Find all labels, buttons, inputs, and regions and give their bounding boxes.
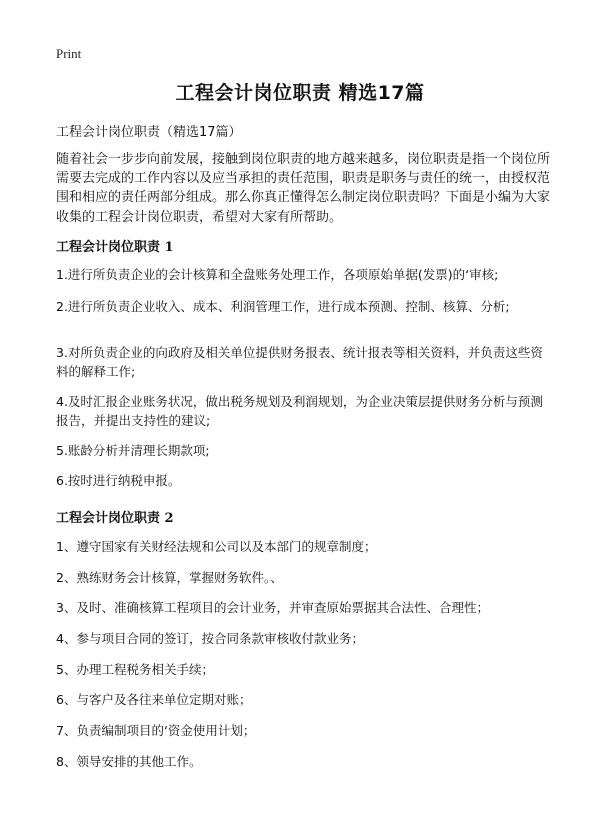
- list-item: 1、遵守国家有关财经法规和公司以及本部门的规章制度；: [56, 539, 377, 554]
- section-heading-2: 工程会计岗位职责 2: [56, 511, 174, 526]
- document-title: 工程会计岗位职责 精选17篇: [175, 82, 425, 104]
- list-item: 5.账龄分析并清理长期款项;: [56, 443, 210, 458]
- list-item: 6、与客户及各往来单位定期对账；: [56, 692, 252, 707]
- list-item: 5、办理工程税务相关手续；: [56, 662, 214, 677]
- document-subtitle: 工程会计岗位职责（精选17篇）: [56, 125, 242, 140]
- intro-paragraph: 随着社会一步步向前发展，接触到岗位职责的地方越来越多，岗位职责是指一个岗位所需要去完成的工作内容以及应当承担的责任范围，职责是职务与责任的统一，由授权范围和相应的责任两部分组成。那么你真正懂得怎么制定岗位职责吗？下面是小编为大家收集的工程会计岗位职责，希望对大家有所帮助。: [56, 152, 551, 225]
- list-item: 4、参与项目合同的签订，按合同条款审核收付款业务；: [56, 631, 364, 646]
- list-item: 1.进行所负责企业的会计核算和全盘账务处理工作，各项原始单据(发票)的‘审核;: [56, 267, 499, 282]
- list-item: 6.按时进行纳税申报。: [56, 473, 181, 488]
- list-item: 4.及时汇报企业账务状况，做出税务规划及利润规划，为企业决策层提供财务分析与预测报告，并提出支持性的建议;: [56, 394, 543, 428]
- list-item: 7、负责编制项目的‘资金使用计划；: [56, 723, 256, 738]
- list-item: 3、及时、准确核算工程项目的会计业务，并审查原始票据其合法性、合理性；: [56, 600, 489, 615]
- list-item: 2.进行所负责企业收入、成本、利润管理工作，进行成本预测、控制、核算、分析;: [56, 299, 510, 314]
- print-link[interactable]: Print: [56, 46, 82, 61]
- list-item: 2、熟练财务会计核算，掌握财务软件。、: [56, 570, 283, 585]
- section-heading-1: 工程会计岗位职责 1: [56, 240, 174, 255]
- list-item: 3.对所负责企业的向政府及相关单位提供财务报表、统计报表等相关资料，并负责这些资料的解释工作;: [56, 345, 543, 379]
- list-item: 8、领导安排的其他工作。: [56, 754, 202, 769]
